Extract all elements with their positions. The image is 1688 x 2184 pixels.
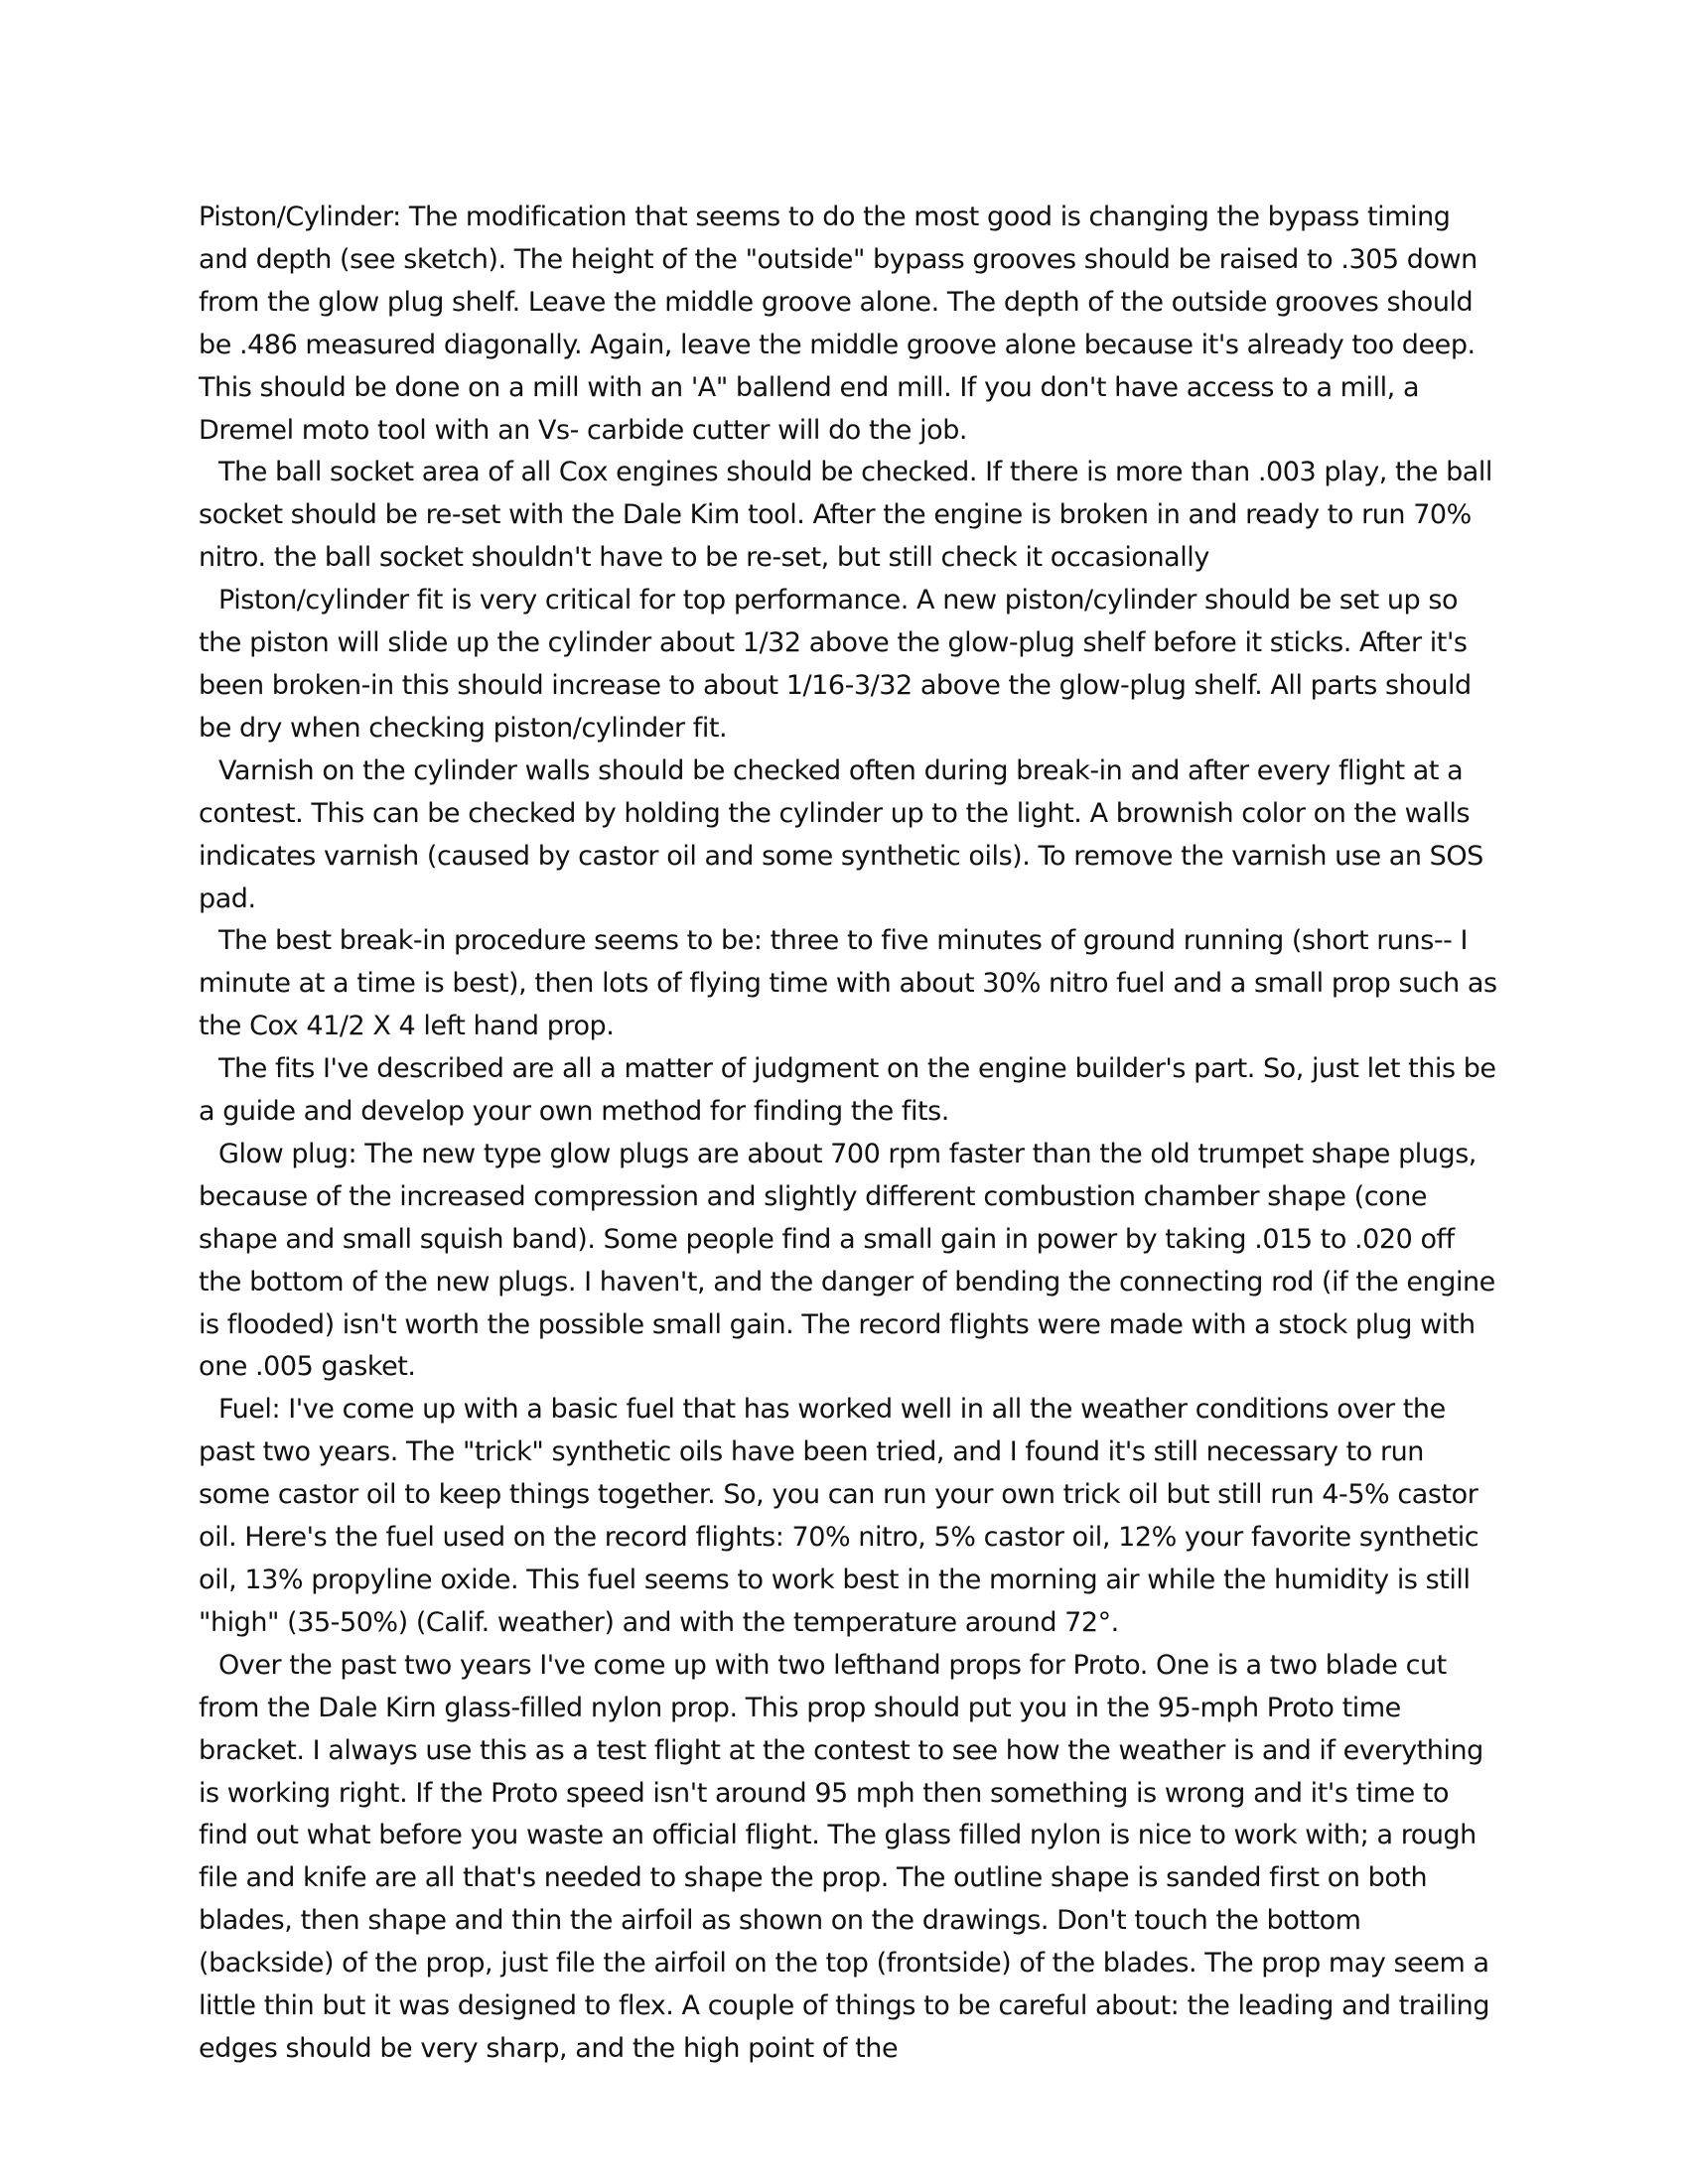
paragraph-fits: The fits I've described are all a matter of judgment on the engine builder's part. So, just let this be a guide and develop your own method for finding the fits. — [199, 1053, 1496, 1128]
paragraph-piston-cylinder-fit: Piston/cylinder fit is very critical for top performance. A new piston/cylinder should be set up so the piston will slide up the cylinder about 1/32 above the glow-plug shelf before it sticks. After it's been broken-in this should increase to about 1/16-3/32 above the glow-plug shelf. All parts should be dry when checking piston/cylinder fit. — [199, 585, 1472, 744]
paragraph-props: Over the past two years I've come up with two lefthand props for Proto. One is a two blade cut from the Dale Kirn glass-filled nylon prop. This prop should put you in the 95-mph Proto time bracket. I always use this as a test flight at the contest to see how the weather is and if everything is working right. If the Proto speed isn't around 95 mph then something is wrong and it's time to find out what before you waste an official flight. The glass filled nylon is nice to work with; a rough file and knife are all that's needed to shape the prop. The outline shape is sanded first on both blades, then shape and thin the airfoil as shown on the drawings. Don't touch the bottom (backside) of the prop, just file the airfoil on the top (frontside) of the blades. The prop may seem a little thin but it was designed to flex. A couple of things to be careful about: the leading and trailing edges should be very sharp, and the high point of the — [199, 1649, 1490, 2064]
paragraph-glow-plug: Glow plug: The new type glow plugs are about 700 rpm faster than the old trumpet shape plugs, because of the increased compression and slightly different combustion chamber shape (cone shape and small squish band). Some people find a small gain in power by taking .015 to .020 off the bottom of the new plugs. I haven't, and the danger of bending the connecting rod (if the engine is flooded) isn't worth the possible small gain. The record flights were made with a stock plug with one .005 gasket. — [199, 1138, 1495, 1383]
paragraph-ball-socket: The ball socket area of all Cox engines should be checked. If there is more than .003 play, the ball socket should be re-set with the Dale Kim tool. After the engine is broken in and ready to run 70% nitro. the ball socket shouldn't have to be re-set, but still check it occasionally — [199, 457, 1492, 574]
paragraph-varnish: Varnish on the cylinder walls should be checked often during break-in and after every flight at a contest. This can be checked by holding the cylinder up to the light. A brownish color on the walls indicates varnish (caused by castor oil and some synthetic oils). To remove the varnish use an SOS pad. — [199, 754, 1483, 914]
paragraph-piston-cylinder-modification: Piston/Cylinder: The modification that seems to do the most good is changing the bypass timing and depth (see sketch). The height of the "outside" bypass grooves should be raised to .305 down from the glow plug shelf. Leave the middle groove alone. The depth of the outside grooves should be .486 measured diagonally. Again, leave the middle groove alone because it's already too deep. This should be done on a mill with an 'A" ballend end mill. If you don't have access to a mill, a Dremel moto tool with an Vs- carbide cutter will do the job. — [199, 202, 1477, 446]
document-page — [199, 197, 1497, 2071]
paragraph-fuel: Fuel: I've come up with a basic fuel that has worked well in all the weather conditions over the past two years. The "trick" synthetic oils have been tried, and I found it's still necessary to run some castor oil to keep things together. So, you can run your own trick oil but still run 4-5% castor oil. Here's the fuel used on the record flights: 70% nitro, 5% castor oil, 12% your favorite synthetic oil, 13% propyline oxide. This fuel seems to work best in the morning air while the humidity is still "high" (35-50%) (Calif. weather) and with the temperature around 72°. — [199, 1394, 1479, 1638]
paragraph-break-in: The best break-in procedure seems to be: three to five minutes of ground running (short runs-- I minute at a time is best), then lots of flying time with about 30% nitro fuel and a small prop such as the Cox 41/2 X 4 left hand prop. — [199, 925, 1497, 1042]
